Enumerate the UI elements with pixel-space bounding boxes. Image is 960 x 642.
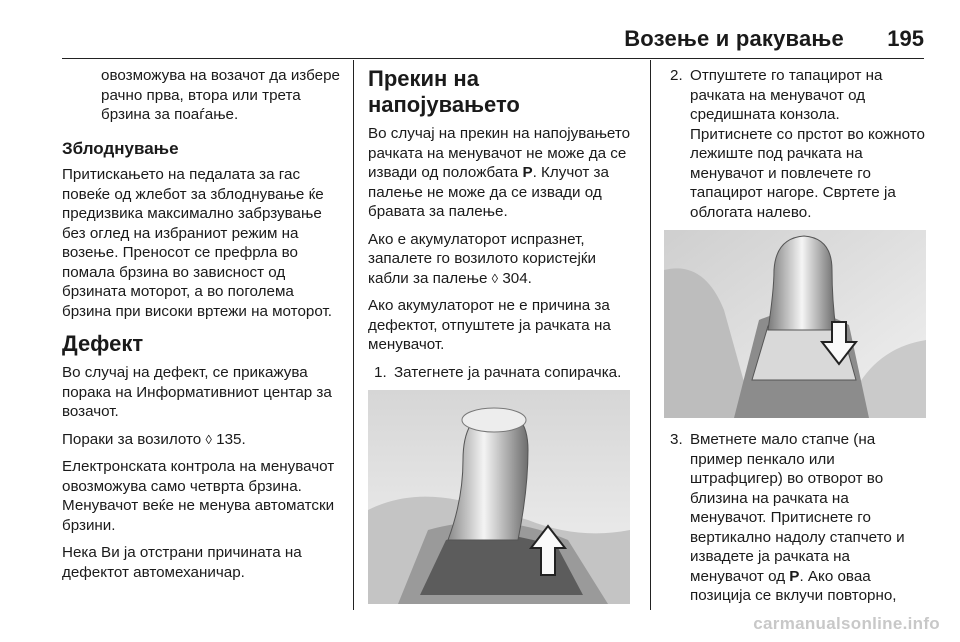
gear-lever-illustration-1: [368, 390, 630, 604]
reference-icon: ◊: [491, 270, 499, 286]
list-item: 1. Затегнете ја рачната сопирачка.: [374, 363, 622, 381]
column-1: [62, 66, 342, 590]
gear-lever-illustration-2: [664, 230, 926, 418]
gear-lever-image: [368, 390, 630, 604]
gear-trim-image: [664, 230, 926, 418]
park-position: P: [789, 567, 800, 585]
steps-list-cont-2: [664, 430, 926, 606]
reference-icon: ◊: [205, 431, 212, 447]
watermark-text: carmanualsonline.info: [753, 614, 940, 633]
steps-list-cont: [664, 66, 926, 222]
kickdown-heading: Зблоднување: [62, 138, 179, 158]
steps-list: [368, 363, 636, 383]
column-3: [664, 66, 926, 614]
fault-paragraph-3: Електронската контрола на менувачот овозможува само четврта брзина. Менувачот веќе не менува автоматски брзини.: [62, 458, 335, 534]
fault-paragraph-4: Нека Ви ја отстрани причината на дефектот автомеханичар.: [62, 544, 302, 581]
power-paragraph-3: Ако акумулаторот не е причина за дефектот, отпуштете ја рачката на менувачот.: [368, 297, 611, 353]
page-reference-link[interactable]: 304.: [502, 269, 532, 287]
park-position: P: [522, 164, 533, 181]
section-title: Возење и ракување: [624, 26, 844, 51]
intro-paragraph: овозможува на возачот да избере рачно прва, втора или трета брзина за поаѓање.: [101, 67, 340, 123]
page-header: [62, 22, 924, 58]
kickdown-paragraph: Притискањето на педалата за гас повеќе од жлебот за зблоднување ќе предизвика максимално забрзување без оглед на избраниот режим на возење. Преносот се префрла во помала брзина во зависност од брзината моторот, а во поголема брзина при високи вртежи на моторот.: [62, 166, 332, 320]
page-reference-link[interactable]: 135.: [216, 430, 246, 448]
power-failure-heading: Прекин на напојувањето: [368, 66, 520, 117]
fault-paragraph-2: Пораки за возилото ◊ 135.: [62, 430, 246, 448]
fault-paragraph-1: Во случај на дефект, се прикажува порака на Информативниот центар за возачот.: [62, 364, 332, 420]
column-divider-1: [353, 60, 354, 610]
list-item: 2. Отпуштете го тапацирот на рачката на менувачот од средишната конзола. Притиснете со прстот во кожното лежиште под рачката на менувачот и повлечете го тапацирот нагоре. Свртете ја облогата налево.: [670, 67, 925, 221]
page-number: 195: [887, 26, 924, 51]
power-paragraph-2: Ако е акумулаторот испразнет, запалете го возилото користејќи кабли за палење ◊ 304.: [368, 230, 596, 287]
list-item: 3. Вметнете мало стапче (на пример пенкало или штрафцигер) во отворот во близина на рачката на менувачот. Притиснете го вертикално надолу стапчето и извадете ја рачката на менувачот од P. Ако оваа позиција се вклучи повторно,: [670, 431, 905, 604]
column-divider-2: [650, 60, 651, 610]
column-2: [368, 66, 636, 616]
header-rule: [62, 58, 924, 59]
power-paragraph-1: Во случај на прекин на напојувањето рачката на менувачот не може да се извади од положбата P. Клучот за палење не може да се извади од бравата за палење.: [368, 125, 631, 220]
fault-heading: Дефект: [62, 331, 144, 356]
